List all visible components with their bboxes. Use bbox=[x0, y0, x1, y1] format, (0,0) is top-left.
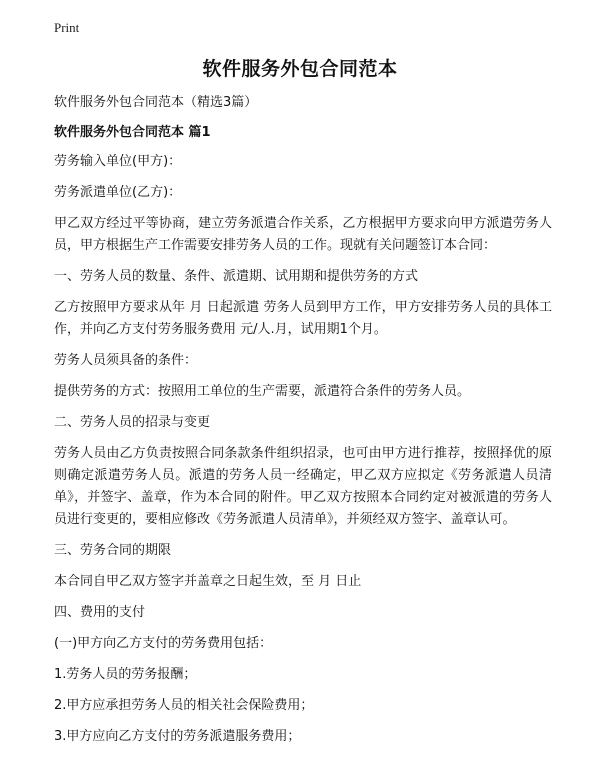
party-b-line: 劳务派遣单位(乙方)： bbox=[54, 185, 182, 200]
service-method-line: 提供劳务的方式：按照用工单位的生产需要，派遣符合条件的劳务人员。 bbox=[54, 384, 471, 399]
print-link[interactable]: Print bbox=[54, 20, 80, 35]
clause-2-body: 劳务人员由乙方负责按照合同条款条件组织招录，也可由甲方进行推荐，按照择优的原则确定派遣劳务人员。派遣的劳务人员一经确定，甲乙双方应拟定《劳务派遣人员清单》，并签字、盖章，作为本合同的附件。甲乙双方按照本合同约定对被派遣的劳务人员进行变更的，要相应修改《劳务派遣人员清单》，并须经双方签字、盖章认可。 bbox=[54, 446, 552, 527]
clause-heading-4: 四、费用的支付 bbox=[54, 605, 146, 620]
document-title: 软件服务外包合同范本 bbox=[202, 58, 398, 80]
fee-item-1: 1.劳务人员的劳务报酬； bbox=[54, 667, 197, 682]
clause-heading-2: 二、劳务人员的招录与变更 bbox=[54, 415, 211, 430]
fee-subheading: (一)甲方向乙方支付的劳务费用包括： bbox=[54, 636, 273, 651]
party-a-line: 劳务输入单位(甲方)： bbox=[54, 154, 182, 169]
fee-item-2: 2.甲方应承担劳务人员的相关社会保险费用； bbox=[54, 698, 314, 713]
clause-heading-1: 一、劳务人员的数量、条件、派遣期、试用期和提供劳务的方式 bbox=[54, 269, 419, 284]
document-subtitle: 软件服务外包合同范本（精选3篇） bbox=[54, 95, 258, 110]
section-heading: 软件服务外包合同范本 篇1 bbox=[54, 125, 211, 140]
clause-1-body: 乙方按照甲方要求从年 月 日起派遣 劳务人员到甲方工作，甲方安排劳务人员的具体工作，并向乙方支付劳务服务费用 元/人.月，试用期1个月。 bbox=[54, 300, 552, 337]
intro-paragraph: 甲乙双方经过平等协商，建立劳务派遣合作关系，乙方根据甲方要求向甲方派遣劳务人员，甲方根据生产工作需要安排劳务人员的工作。现就有关问题签订本合同： bbox=[54, 216, 552, 253]
clause-heading-3: 三、劳务合同的期限 bbox=[54, 543, 172, 558]
fee-item-3: 3.甲方应向乙方支付的劳务派遣服务费用； bbox=[54, 729, 301, 744]
document-body bbox=[54, 92, 552, 757]
conditions-line: 劳务人员须具备的条件： bbox=[54, 353, 198, 368]
clause-3-body: 本合同自甲乙双方签字并盖章之日起生效，至 月 日止 bbox=[54, 574, 362, 589]
